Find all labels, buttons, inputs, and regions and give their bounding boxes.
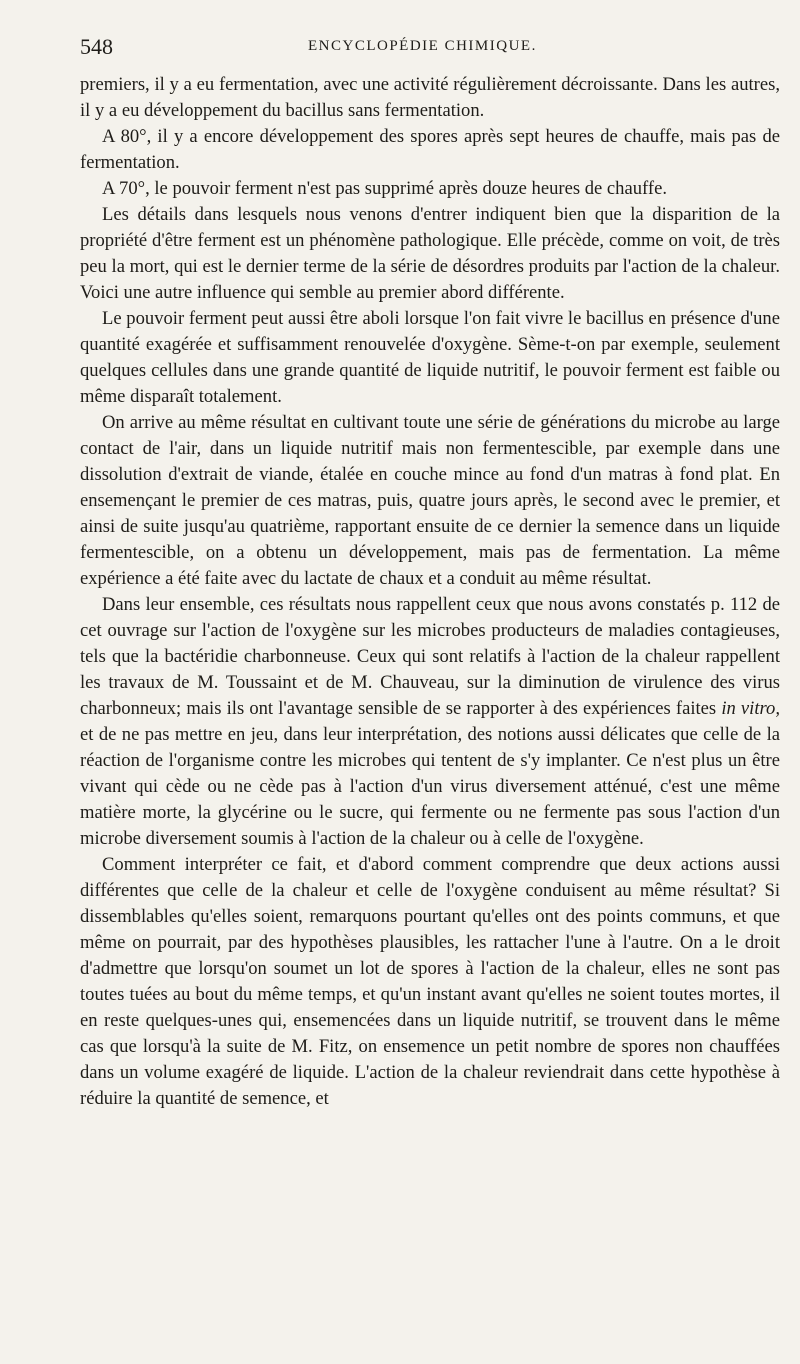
page-number: 548 <box>80 34 113 59</box>
page-body <box>80 72 780 1112</box>
paragraph-successive-cultures: On arrive au même résultat en cultivant toute une série de générations du microbe au large contact de l'air, dans un liquide nutritif mais non fermentescible, par exemple dans une dissolution d'extrait de viande, étalée en couche mince au fond d'un matras à fond plat. En ensemençant le premier de ces matras, puis, quatre jours après, le second avec le premier, et ainsi de suite jusqu'au quatrième, rapportant ensuite de ce dernier la semence dans un liquide fermentescible, on a obtenu un développement, mais pas de fermentation. La même expérience a été faite avec du lactate de chaux et a conduit au même résultat. <box>80 412 780 589</box>
in-vitro-term: in vitro, <box>721 698 781 719</box>
paragraph-comparison-text-2: et de ne pas mettre en jeu, dans leur interprétation, des notions aussi délicates que celle de la réaction de l'organisme contre les microbes qui tentent de s'y implanter. Ce n'est plus un être vivant qui cède ou ne cède pas à l'action d'un virus diversement atténué, c'est une même matière morte, la glycérine ou le sucre, qui fermente ou ne fermente pas sous l'action d'un microbe diversement soumis à l'action de la chaleur ou à celle de l'oxygène. <box>80 724 780 849</box>
paragraph-70-degrees: A 70°, le pouvoir ferment n'est pas supprimé après douze heures de chauffe. <box>102 178 667 199</box>
running-title: ENCYCLOPÉDIE CHIMIQUE. <box>308 38 537 54</box>
paragraph-interpretation: Comment interpréter ce fait, et d'abord comment comprendre que deux actions aussi différentes que celle de la chaleur et celle de l'oxygène conduisent au même résultat? Si dissemblables qu'elles soient, remarquons pourtant qu'elles ont des points communs, et que même on pourrait, par des hypothèses plausibles, les rattacher l'une à l'autre. On a le droit d'admettre que lorsqu'on soumet un lot de spores à l'action de la chaleur, elles ne sont pas toutes tuées au bout du même temps, et qu'un instant avant qu'elles ne soient toutes mortes, il en reste quelques-unes qui, ensemencées dans un liquide nutritif, se trouvent dans le même cas que lorsqu'à la suite de M. Fitz, on ensemence un petit nombre de spores non chauffées dans un volume exagéré de liquide. L'action de la chaleur reviendrait dans cette hypothèse à réduire la quantité de semence, et <box>80 854 780 1109</box>
paragraph-continuation: premiers, il y a eu fermentation, avec une activité régulièrement décroissante. Dans les autres, il y a eu développement du bacillus sans fermentation. <box>80 74 780 121</box>
paragraph-comparison <box>80 592 780 852</box>
paragraph-pathological-phenomenon: Les détails dans lesquels nous venons d'entrer indiquent bien que la disparition de la propriété d'être ferment est un phénomène pathologique. Elle précède, comme on voit, de très peu la mort, qui est le dernier terme de la série de désordres produits par l'action de la chaleur. Voici une autre influence qui semble au premier abord différente. <box>80 204 780 303</box>
paragraph-oxygen-influence: Le pouvoir ferment peut aussi être aboli lorsque l'on fait vivre le bacillus en présence d'une quantité exagérée et suffisamment renouvelée d'oxygène. Sème-t-on par exemple, seulement quelques cellules dans une grande quantité de liquide nutritif, le pouvoir ferment est faible ou même disparaît totalement. <box>80 308 780 407</box>
paragraph-80-degrees: A 80°, il y a encore développement des spores après sept heures de chauffe, mais pas de fermentation. <box>80 126 780 173</box>
page-header <box>80 34 770 64</box>
paragraph-comparison-text-1: Dans leur ensemble, ces résultats nous rappellent ceux que nous avons constatés p. 112 de cet ouvrage sur l'action de l'oxygène sur les microbes producteurs de maladies contagieuses, tels que la bactéridie charbonneuse. Ceux qui sont relatifs à l'action de la chaleur rappellent les travaux de M. Toussaint et de M. Chauveau, sur la diminution de virulence des virus charbonneux; mais ils ont l'avantage sensible de se rapporter à des expériences faites <box>80 594 780 719</box>
